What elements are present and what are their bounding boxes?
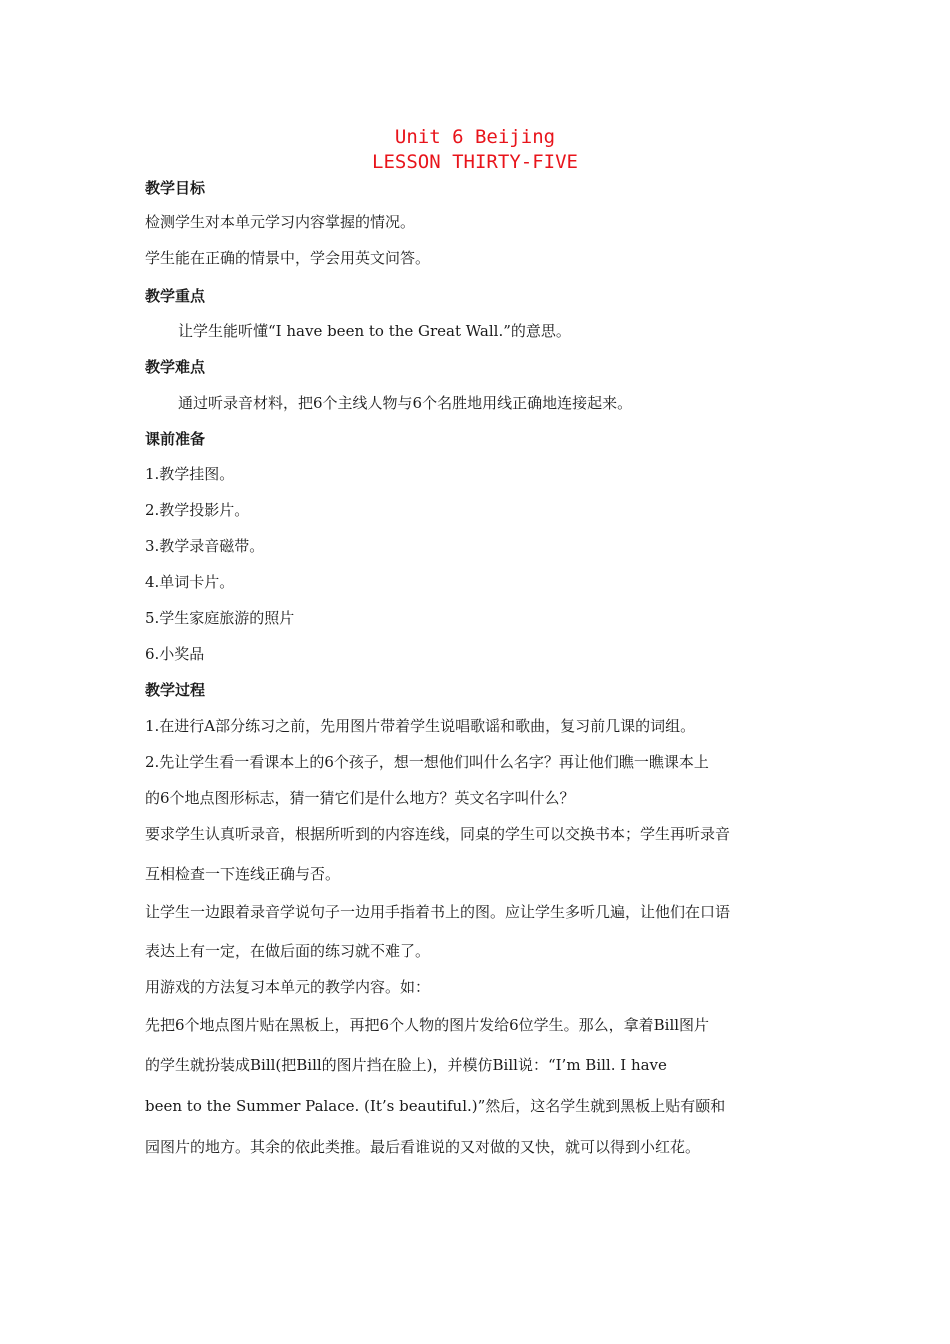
section-heading-process: 教学过程 (145, 681, 206, 699)
process-line: been to the Summer Palace. (It’s beautiful.)”然后，这名学生就到黑板上贴有颐和 (145, 1097, 726, 1115)
process-line: 2.先让学生看一看课本上的6个孩子，想一想他们叫什么名字？再让他们瞧一瞧课本上 (145, 753, 709, 771)
preparation-item: 2.教学投影片。 (145, 501, 250, 519)
section-heading-objectives: 教学目标 (145, 179, 206, 197)
document-subtitle: LESSON THIRTY-FIVE (372, 151, 578, 173)
process-line: 的学生就扮装成Bill(把Bill的图片挡在脸上)，并模仿Bill说：“I’m Bill. I have (145, 1056, 667, 1074)
process-line: 的6个地点图形标志，猜一猜它们是什么地方？英文名字叫什么？ (145, 789, 575, 807)
process-line: 让学生一边跟着录音学说句子一边用手指着书上的图。应让学生多听几遍，让他们在口语 (145, 903, 731, 921)
process-line: 互相检查一下连线正确与否。 (145, 865, 341, 883)
preparation-item: 4.单词卡片。 (145, 573, 235, 591)
process-line: 先把6个地点图片贴在黑板上，再把6个人物的图片发给6位学生。那么，拿着Bill图片 (145, 1016, 710, 1034)
section-heading-difficulties: 教学难点 (145, 358, 206, 376)
objectives-line: 学生能在正确的情景中，学会用英文问答。 (145, 249, 431, 267)
preparation-item: 1.教学挂图。 (145, 465, 235, 483)
document-title: Unit 6 Beijing (394, 126, 556, 148)
process-line: 园图片的地方。其余的依此类推。最后看谁说的又对做的又快，就可以得到小红花。 (145, 1138, 701, 1156)
process-line: 表达上有一定，在做后面的练习就不难了。 (145, 942, 431, 960)
process-line: 要求学生认真听录音，根据所听到的内容连线，同桌的学生可以交换书本；学生再听录音 (145, 825, 731, 843)
objectives-line: 检测学生对本单元学习内容掌握的情况。 (145, 213, 416, 231)
section-heading-preparation: 课前准备 (145, 430, 206, 448)
section-heading-key-points: 教学重点 (145, 287, 206, 305)
preparation-item: 6.小奖品 (145, 645, 205, 663)
preparation-item: 5.学生家庭旅游的照片 (145, 609, 295, 627)
key-points-line: 让学生能听懂“I have been to the Great Wall.”的意思。 (178, 322, 571, 340)
difficulties-line: 通过听录音材料，把6个主线人物与6个名胜地用线正确地连接起来。 (178, 394, 633, 412)
preparation-item: 3.教学录音磁带。 (145, 537, 265, 555)
process-line: 1.在进行A部分练习之前，先用图片带着学生说唱歌谣和歌曲，复习前几课的词组。 (145, 717, 696, 735)
process-line: 用游戏的方法复习本单元的教学内容。如： (145, 978, 431, 996)
